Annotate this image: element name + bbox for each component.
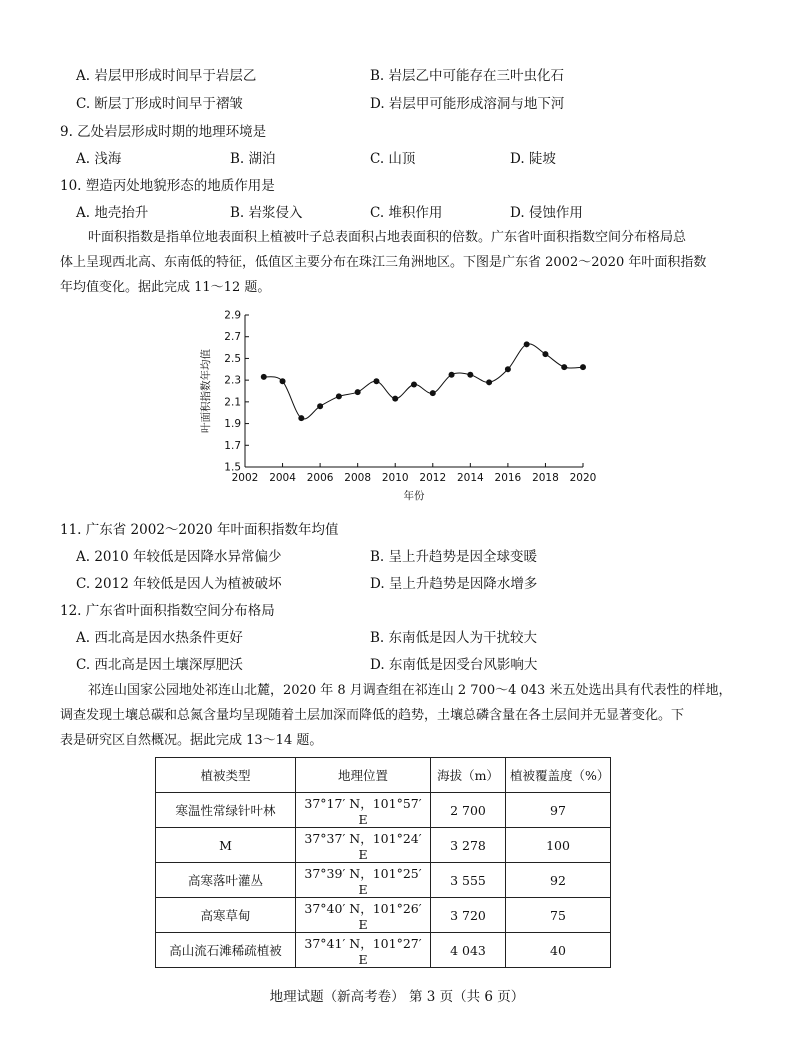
table-cell: 97 (506, 793, 611, 828)
data-point (298, 415, 304, 421)
table-cell: 高寒落叶灌丛 (156, 863, 296, 898)
table-cell: 75 (506, 898, 611, 933)
table-cell: 3 278 (431, 828, 506, 863)
data-point (467, 372, 473, 378)
x-tick-label: 2010 (381, 472, 409, 484)
y-tick-label: 2.3 (224, 374, 241, 387)
x-tick-label: 2004 (269, 472, 296, 484)
passage-leaf-area-index (60, 225, 742, 300)
data-point (373, 378, 379, 384)
table-cell: 40 (506, 933, 611, 968)
q10-option-b: B. 岩浆侵入 (230, 205, 303, 221)
y-tick-label: 2.5 (224, 352, 241, 365)
data-point (524, 341, 530, 347)
table-cell: 4 043 (431, 933, 506, 968)
q8-option-b: B. 岩层乙中可能存在三叶虫化石 (370, 68, 565, 84)
q11-option-b: B. 呈上升趋势是因全球变暖 (370, 549, 538, 565)
table-cell: 92 (506, 863, 611, 898)
table-cell: 37°40′ N，101°26′ E (296, 898, 431, 933)
table-row (156, 933, 611, 968)
y-axis-label: 叶面积指数年均值 (200, 349, 212, 433)
data-point (430, 390, 436, 396)
q10-option-a: A. 地壳抬升 (76, 205, 149, 221)
study-area-table (155, 757, 611, 968)
y-tick-label: 1.5 (224, 461, 241, 474)
y-tick-label: 1.9 (224, 418, 241, 431)
x-tick-label: 2014 (456, 472, 484, 484)
passage2-line3: 表是研究区自然概况。据此完成 13～14 题。 (60, 733, 323, 748)
table-cell: 寒温性常绿针叶林 (156, 793, 296, 828)
x-tick-label: 2018 (532, 472, 559, 484)
q9-option-c: C. 山顶 (370, 151, 416, 167)
table-row (156, 793, 611, 828)
passage-qilian-mountains (60, 678, 742, 753)
x-tick-label: 2020 (569, 472, 597, 484)
x-axis-label: 年份 (403, 490, 425, 502)
data-point (392, 396, 398, 402)
table-cell: 高山流石滩稀疏植被 (156, 933, 296, 968)
q10-stem: 10. 塑造丙处地貌形态的地质作用是 (60, 178, 275, 194)
data-point (580, 364, 586, 370)
x-tick-label: 2002 (231, 472, 259, 484)
page-footer: 地理试题（新高考卷） 第 3 页（共 6 页） (269, 989, 525, 1005)
data-point (355, 389, 361, 395)
y-tick-label: 1.7 (224, 439, 241, 452)
x-tick-label: 2008 (344, 472, 372, 484)
table-cell: 高寒草甸 (156, 898, 296, 933)
table-header: 海拔（m） (431, 758, 506, 793)
table-cell: 37°17′ N，101°57′ E (296, 793, 431, 828)
q11-option-d: D. 呈上升趋势是因降水增多 (370, 576, 538, 592)
data-point (261, 374, 267, 380)
series-line (264, 344, 583, 419)
q8-option-c: C. 断层丁形成时间早于褶皱 (76, 96, 243, 112)
x-tick-label: 2012 (419, 472, 447, 484)
data-point (280, 378, 286, 384)
table-cell: 2 700 (431, 793, 506, 828)
y-tick-label: 2.7 (224, 331, 241, 344)
q12-stem: 12. 广东省叶面积指数空间分布格局 (60, 603, 275, 619)
q11-option-a: A. 2010 年较低是因降水异常偏少 (76, 549, 282, 565)
q9-stem: 9. 乙处岩层形成时期的地理环境是 (60, 124, 267, 140)
passage1-line3: 年均值变化。据此完成 11～12 题。 (60, 280, 271, 295)
y-tick-label: 2.9 (224, 309, 241, 322)
q9-option-d: D. 陡坡 (510, 151, 556, 167)
table-cell: 37°41′ N，101°27′ E (296, 933, 431, 968)
y-tick-label: 2.1 (224, 396, 241, 409)
q12-option-a: A. 西北高是因水热条件更好 (76, 630, 243, 646)
x-tick-label: 2016 (494, 472, 522, 484)
passage1-line1: 叶面积指数是指单位地表面积上植被叶子总表面积占地表面积的倍数。广东省叶面积指数空间分布格局总 (88, 230, 687, 245)
table-row (156, 898, 611, 933)
q8-option-d: D. 岩层甲可能形成溶洞与地下河 (370, 96, 565, 112)
q9-option-b: B. 湖泊 (230, 151, 276, 167)
q8-option-a: A. 岩层甲形成时间早于岩层乙 (76, 68, 257, 84)
q12-option-b: B. 东南低是因人为干扰较大 (370, 630, 538, 646)
data-point (449, 372, 455, 378)
q12-option-d: D. 东南低是因受台风影响大 (370, 657, 538, 673)
table-cell: 37°39′ N，101°25′ E (296, 863, 431, 898)
data-point (505, 366, 511, 372)
table-cell: 3 720 (431, 898, 506, 933)
table-row (156, 863, 611, 898)
table-cell: 3 555 (431, 863, 506, 898)
q11-stem: 11. 广东省 2002～2020 年叶面积指数年均值 (60, 522, 339, 538)
data-point (561, 364, 567, 370)
q11-option-c: C. 2012 年较低是因人为植被破坏 (76, 576, 282, 592)
table-cell: 100 (506, 828, 611, 863)
data-point (317, 403, 323, 409)
x-tick-label: 2006 (306, 472, 334, 484)
table-header-row (156, 758, 611, 793)
data-point (542, 351, 548, 357)
leaf-area-index-chart (195, 305, 615, 505)
data-point (336, 393, 342, 399)
passage1-line2: 体上呈现西北高、东南低的特征，低值区主要分布在珠江三角洲地区。下图是广东省 2002～2020 年叶面积指数 (60, 255, 707, 270)
q12-option-c: C. 西北高是因土壤深厚肥沃 (76, 657, 243, 673)
q10-option-c: C. 堆积作用 (370, 205, 443, 221)
table-cell: 37°37′ N，101°24′ E (296, 828, 431, 863)
table-cell: M (156, 828, 296, 863)
table-header: 地理位置 (296, 758, 431, 793)
q10-option-d: D. 侵蚀作用 (510, 205, 583, 221)
table-row (156, 828, 611, 863)
table-header: 植被覆盖度（%） (506, 758, 611, 793)
data-point (486, 379, 492, 385)
q9-option-a: A. 浅海 (76, 151, 122, 167)
data-point (411, 381, 417, 387)
table-header: 植被类型 (156, 758, 296, 793)
passage2-line2: 调查发现土壤总碳和总氮含量均呈现随着土层加深而降低的趋势，土壤总磷含量在各土层间并无显著变化。下 (60, 708, 685, 723)
passage2-line1: 祁连山国家公园地处祁连山北麓，2020 年 8 月调查组在祁连山 2 700～4 043 米五处选出具有代表性的样地， (88, 683, 732, 698)
